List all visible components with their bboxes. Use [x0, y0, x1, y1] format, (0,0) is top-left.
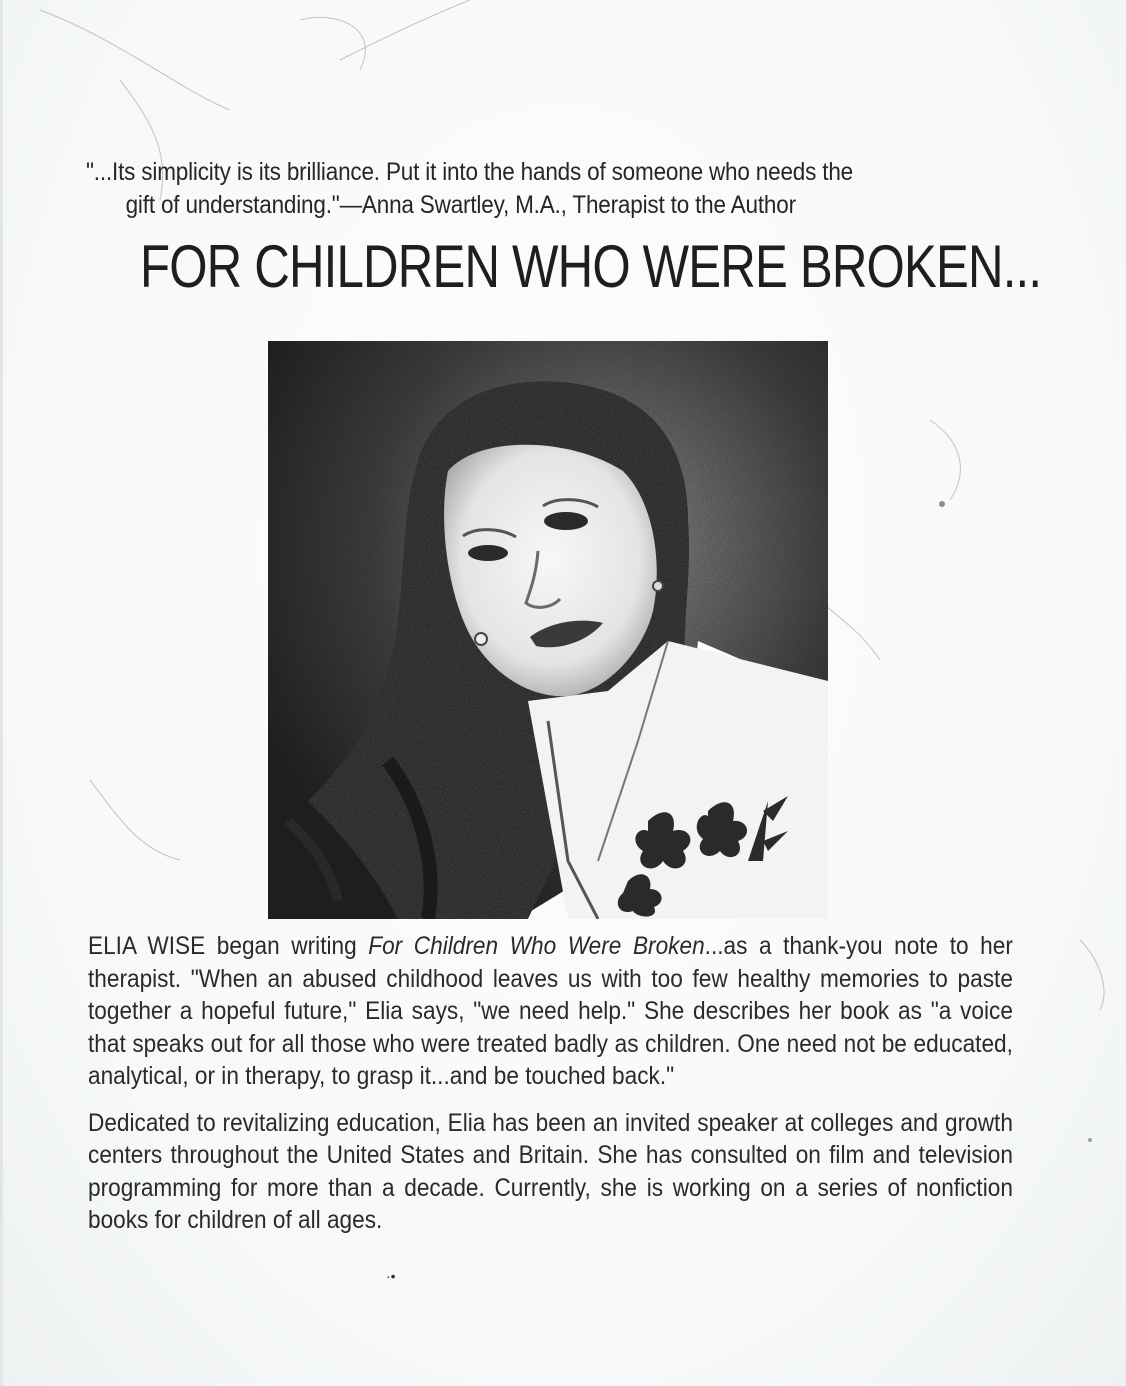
bio-paragraph-2: Dedicated to revitalizing education, Elia has been an invited speaker at colleges and growth centers throughout the United States and Britain. She has consulted on film and television programming for more than a decade. Currently, she is working on a series of nonfiction books for children of all ages.: [88, 1108, 1013, 1234]
quote-line-1: "...Its simplicity is its brilliance. Put it into the hands of someone who needs the: [86, 158, 854, 186]
bio-paragraph-1: [88, 930, 1013, 1093]
quote-line-2: gift of understanding."—Anna Swartley, M.A., Therapist to the Author: [125, 191, 796, 219]
speck-marks: ·•: [386, 1268, 396, 1284]
author-portrait: [268, 341, 828, 919]
bio-p1-rest: ...as a thank-you note to her therapist. "When an abused childhood leaves us with too few healthy memories to paste together a hopeful future," Elia says, "we need help." She describes her book as "a voice that speaks out for all those who were treated badly as children. One need not be educated, analytical, or in therapy, to grasp it...and be touched back.": [88, 932, 1013, 1090]
testimonial-quote: [86, 156, 1013, 222]
bio-p1-start: began writing: [205, 932, 369, 960]
author-bio: [88, 930, 1013, 1237]
book-title-heading: FOR CHILDREN WHO WERE BROKEN...: [140, 233, 1042, 300]
book-title-italic: For Children Who Were Broken: [368, 932, 705, 960]
author-name: ELIA WISE: [88, 932, 206, 960]
